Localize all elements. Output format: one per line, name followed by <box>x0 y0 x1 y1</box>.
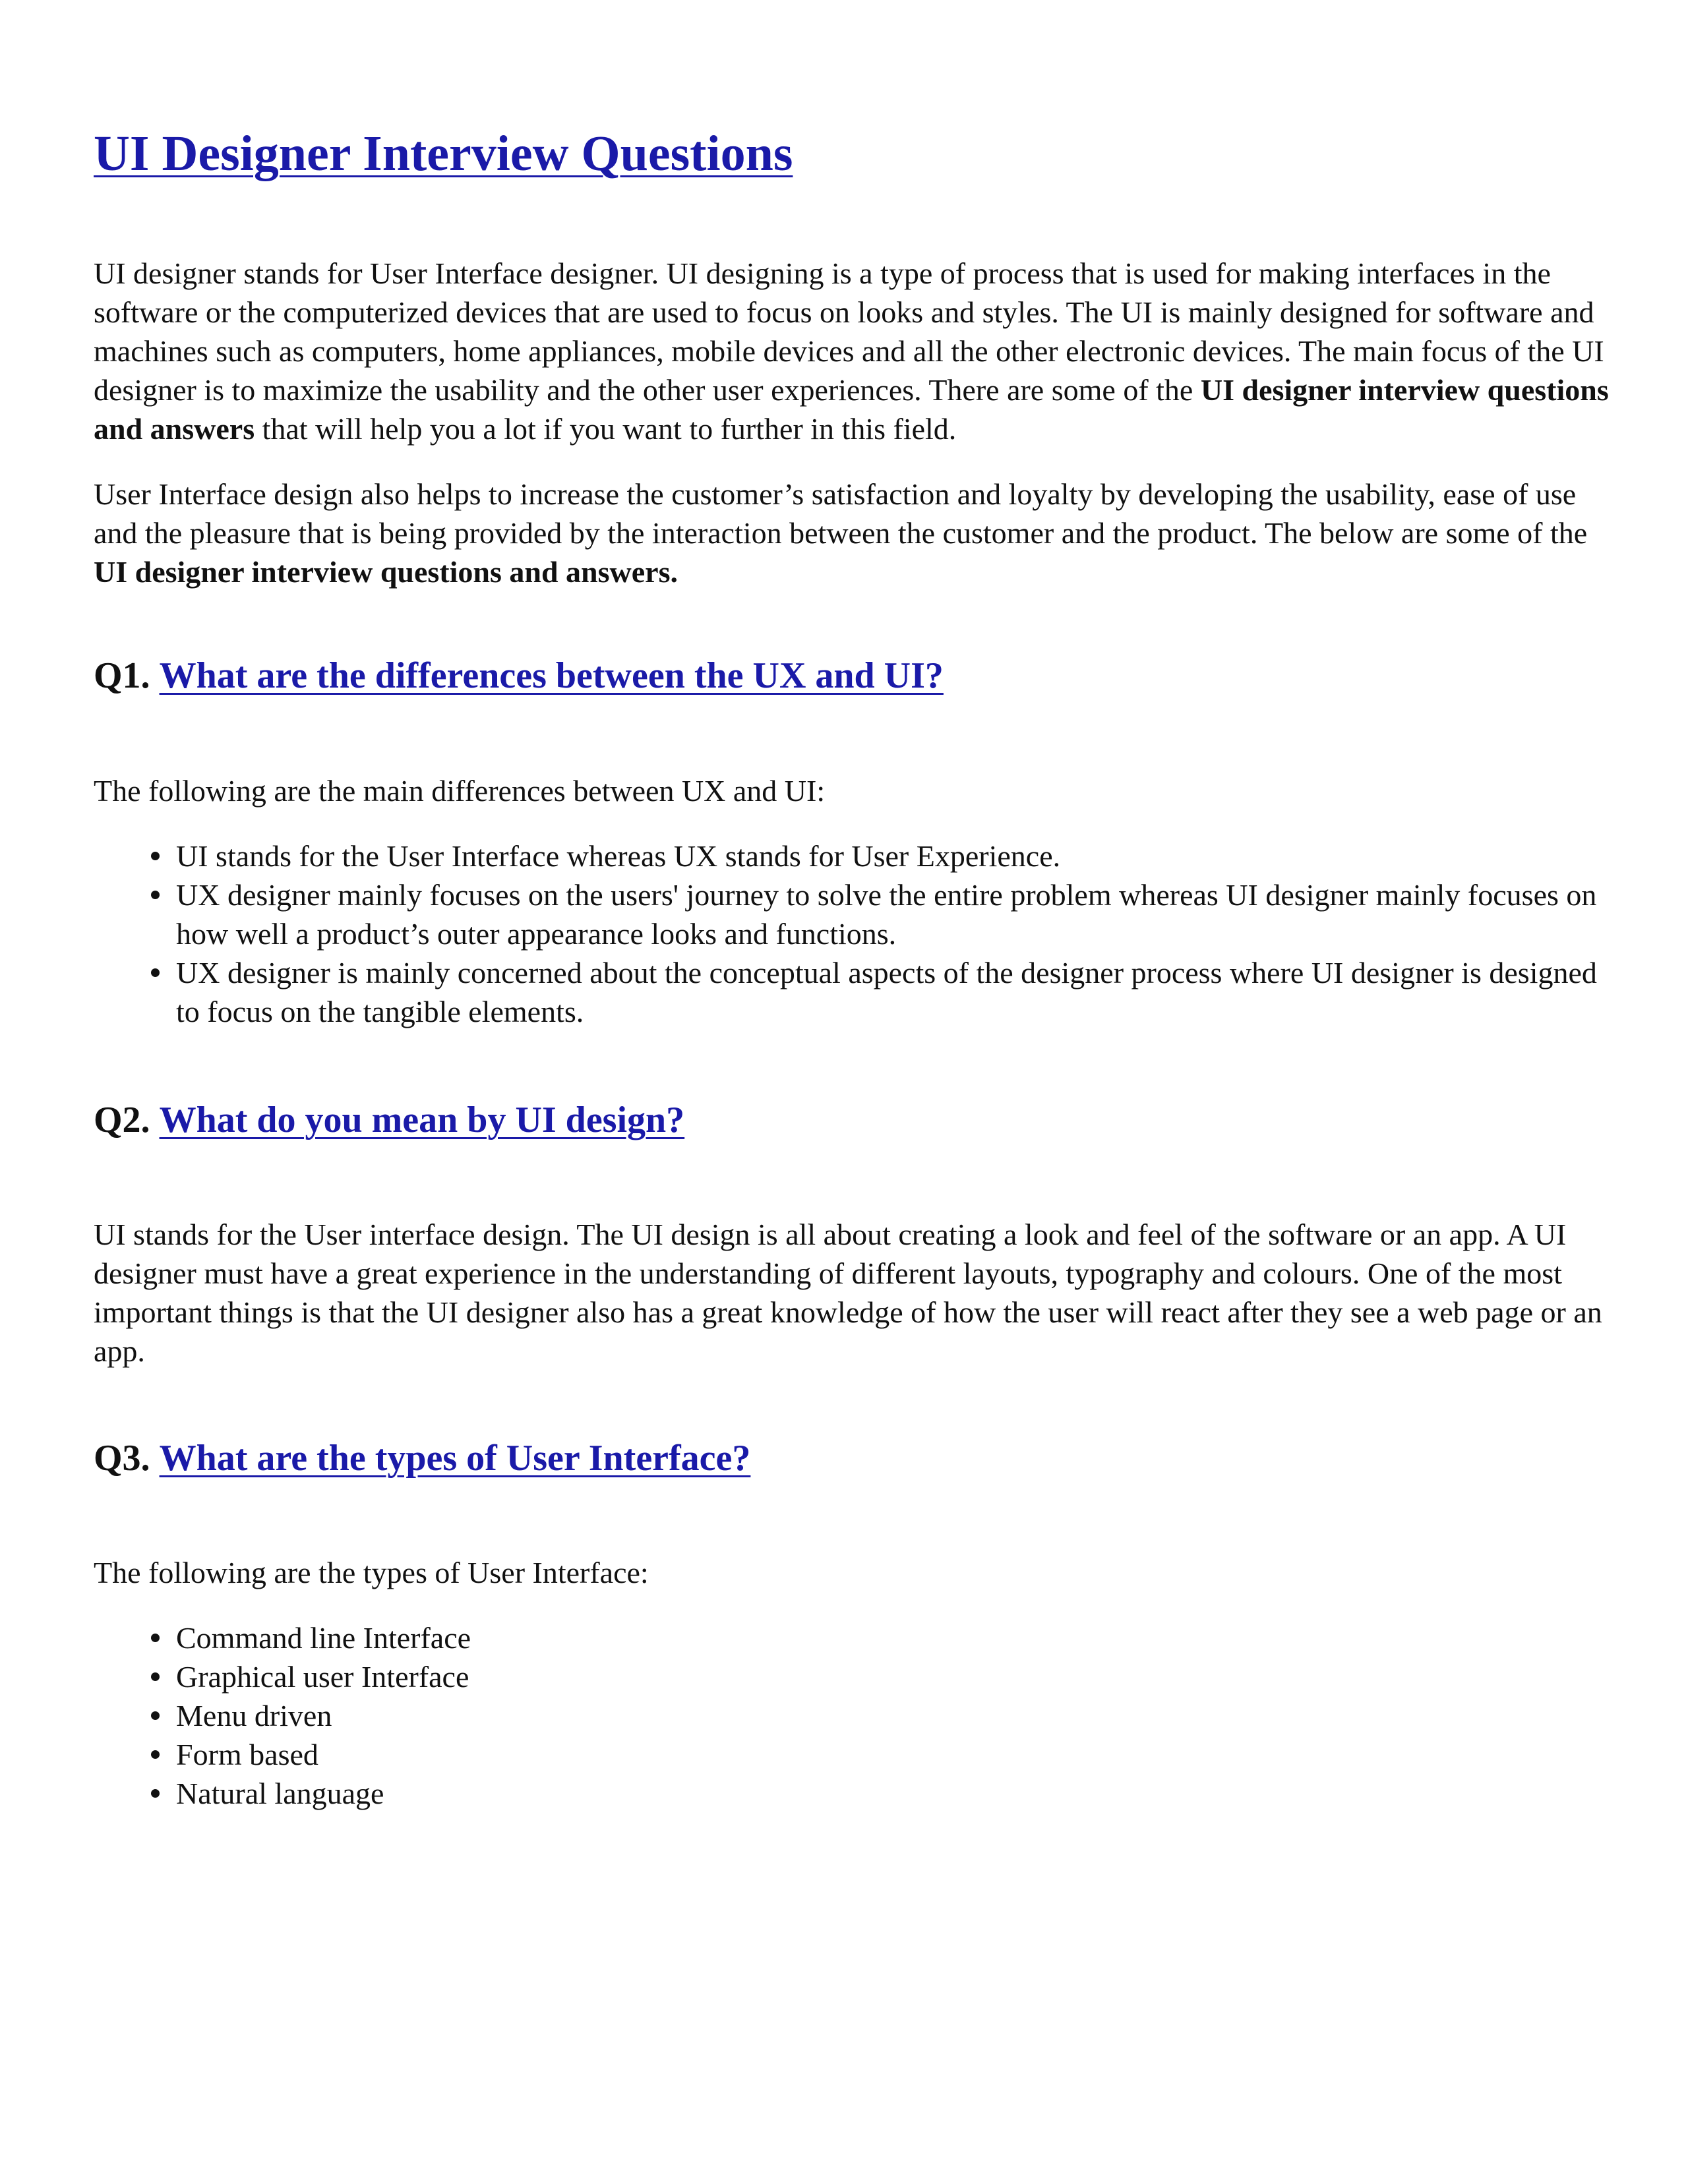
list-item: Natural language <box>176 1774 1609 1813</box>
page-title <box>94 125 1609 183</box>
intro-p1-bold: UI designer interview questions and answers <box>94 373 1609 446</box>
intro-paragraph-2 <box>94 475 1609 591</box>
question-1-list <box>94 837 1609 1031</box>
question-3-lead: The following are the types of User Interface: <box>94 1555 649 1589</box>
list-item: Menu driven <box>176 1696 1609 1735</box>
intro-p1-start: UI designer stands for User Interface designer. UI designing is a type of process that is used for making interfaces in the software or the computerized devices that are used to focus on looks and styles. The UI is mainly designed for software and machines such as computers, home appliances, mobile devices and all the other electronic devices. The main focus of the UI designer is to maximize the usability and the other user experiences. There are some of the <box>94 256 1604 407</box>
question-3-heading <box>94 1436 1609 1481</box>
list-item: UX designer mainly focuses on the users' journey to solve the entire problem whereas UI designer mainly focuses on how well a product’s outer appearance looks and functions. <box>176 875 1609 953</box>
list-item: UI stands for the User Interface whereas UX stands for User Experience. <box>176 837 1609 875</box>
question-1-heading <box>94 654 1609 698</box>
question-1-lead: The following are the main differences between UX and UI: <box>94 773 826 808</box>
intro-paragraph-1 <box>94 254 1609 448</box>
question-3-list <box>94 1618 1609 1813</box>
question-2-answer: UI stands for the User interface design. The UI design is all about creating a look and feel of the software or an app. A UI designer must have a great experience in the understanding of different layouts, typography and colours. One of the most important things is that the UI designer also has a great knowledge of how the user will react after they see a web page or an app. <box>94 1217 1602 1368</box>
question-3-link[interactable]: What are the types of User Interface? <box>159 1437 751 1479</box>
page-title-link[interactable]: UI Designer Interview Questions <box>94 126 793 181</box>
question-2-number: Q2. <box>94 1099 150 1140</box>
question-2-heading <box>94 1098 1609 1142</box>
list-item: UX designer is mainly concerned about the conceptual aspects of the designer process where UI designer is designed to focus on the tangible elements. <box>176 953 1609 1031</box>
intro-p1-end: that will help you a lot if you want to further in this field. <box>255 412 957 446</box>
intro-p2-bold: UI designer interview questions and answers. <box>94 555 678 589</box>
list-item: Command line Interface <box>176 1618 1609 1657</box>
question-1-number: Q1. <box>94 655 150 697</box>
question-2-link[interactable]: What do you mean by UI design? <box>159 1099 685 1140</box>
question-3-number: Q3. <box>94 1437 150 1479</box>
list-item: Graphical user Interface <box>176 1657 1609 1696</box>
list-item: Form based <box>176 1735 1609 1774</box>
intro-p2-start: User Interface design also helps to increase the customer’s satisfaction and loyalty by developing the usability, ease of use and the pleasure that is being provided by the interaction between the customer and the product. The below are some of the <box>94 477 1588 550</box>
question-1-link[interactable]: What are the differences between the UX and UI? <box>159 655 944 697</box>
